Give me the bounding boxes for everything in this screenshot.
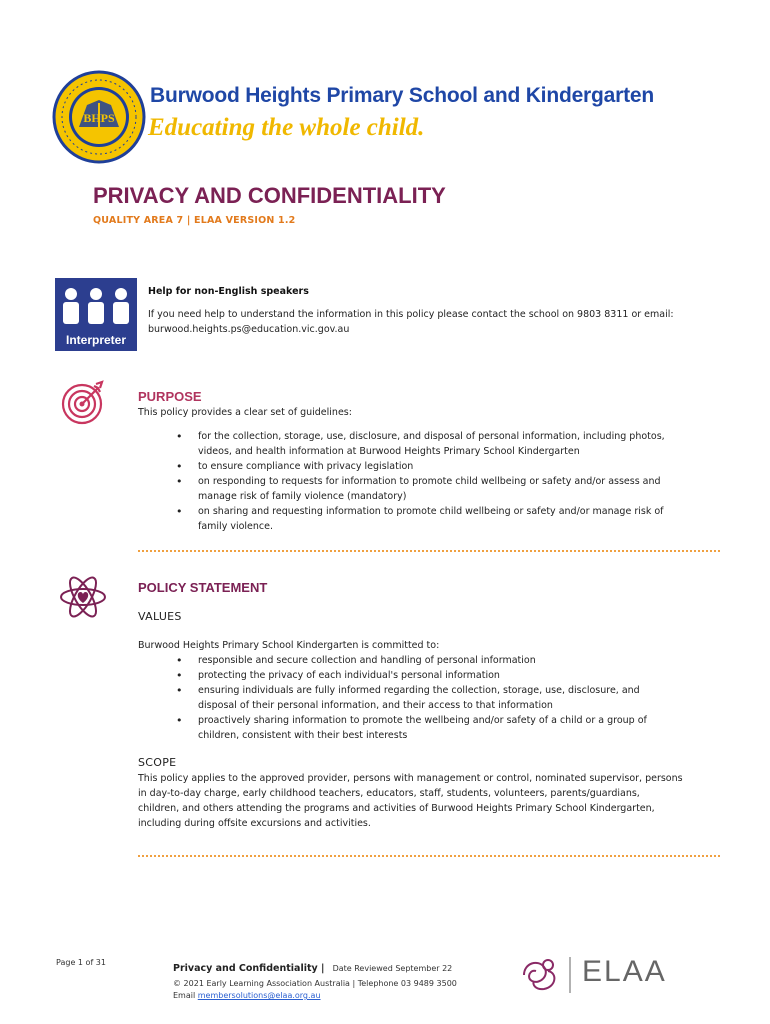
- scope-heading: SCOPE: [138, 756, 177, 769]
- target-icon: [58, 378, 108, 428]
- values-heading: VALUES: [138, 610, 182, 623]
- interpreter-icon: [55, 278, 137, 351]
- list-item: • on sharing and requesting information to promote child wellbeing or safety and/or manage risk of family violence.: [176, 504, 686, 534]
- footer-reviewed: Date Reviewed September 22: [332, 964, 453, 973]
- page-subtitle: QUALITY AREA 7 | ELAA VERSION 1.2: [93, 215, 296, 226]
- values-intro: Burwood Heights Primary School Kindergarten is committed to:: [138, 640, 440, 651]
- list-item: • ensuring individuals are fully informed regarding the collection, storage, use, disclosure, and disposal of their personal information, and their access to that information: [176, 683, 676, 713]
- elaa-brand: ELAA: [582, 955, 667, 988]
- values-list: [176, 653, 676, 743]
- footer-title: Privacy and Confidentiality |: [173, 963, 325, 974]
- school-motto: Educating the whole child.: [148, 114, 425, 141]
- divider: [138, 550, 720, 552]
- policy-heading: POLICY STATEMENT: [138, 580, 268, 595]
- list-item: • for the collection, storage, use, disclosure, and disposal of personal information, including photos, videos, and health information at Burwood Heights Primary School Kindergarten: [176, 429, 686, 459]
- list-item: • to ensure compliance with privacy legislation: [176, 459, 686, 474]
- footer-title-row: [173, 956, 452, 975]
- divider: [138, 855, 720, 857]
- elaa-logo-icon: [518, 953, 574, 995]
- list-item: • responsible and secure collection and handling of personal information: [176, 653, 676, 668]
- help-text: If you need help to understand the information in this policy please contact the school on 9803 8311 or email: burwood.heights.ps@education.vic.gov.au: [148, 309, 674, 335]
- interpreter-label: Interpreter: [65, 333, 127, 347]
- purpose-list: [176, 429, 686, 534]
- list-item: • protecting the privacy of each individual's personal information: [176, 668, 676, 683]
- atom-heart-icon: [58, 572, 108, 622]
- footer-copyright: © 2021 Early Learning Association Australia | Telephone 03 9489 3500: [173, 979, 457, 988]
- footer-email-row: [173, 991, 321, 1000]
- logo-text: BHPS: [83, 111, 115, 125]
- page-title: PRIVACY AND CONFIDENTIALITY: [93, 183, 446, 208]
- list-item: • proactively sharing information to promote the wellbeing and/or safety of a child or a group of children, consistent with their best interests: [176, 713, 676, 743]
- footer-email-label: Email: [173, 991, 196, 1000]
- purpose-heading: PURPOSE: [138, 389, 202, 404]
- page-number: Page 1 of 31: [56, 958, 106, 967]
- school-logo: [52, 70, 146, 164]
- list-item: • on responding to requests for information to promote child wellbeing or safety and/or assess and manage risk of family violence (mandatory): [176, 474, 686, 504]
- footer-email-link[interactable]: membersolutions@elaa.org.au: [197, 991, 321, 1000]
- purpose-intro: This policy provides a clear set of guidelines:: [138, 407, 352, 418]
- scope-text: This policy applies to the approved provider, persons with management or control, nominated supervisor, persons in day-to-day charge, early childhood teachers, educators, staff, students, volunteers, parents/guardians, children, and others attending the programs and activities of Burwood Heights Primary School Kindergarten, including during offsite excursions and activities.: [138, 773, 683, 829]
- help-heading: Help for non-English speakers: [148, 286, 309, 297]
- school-name: Burwood Heights Primary School and Kindergarten: [150, 84, 655, 107]
